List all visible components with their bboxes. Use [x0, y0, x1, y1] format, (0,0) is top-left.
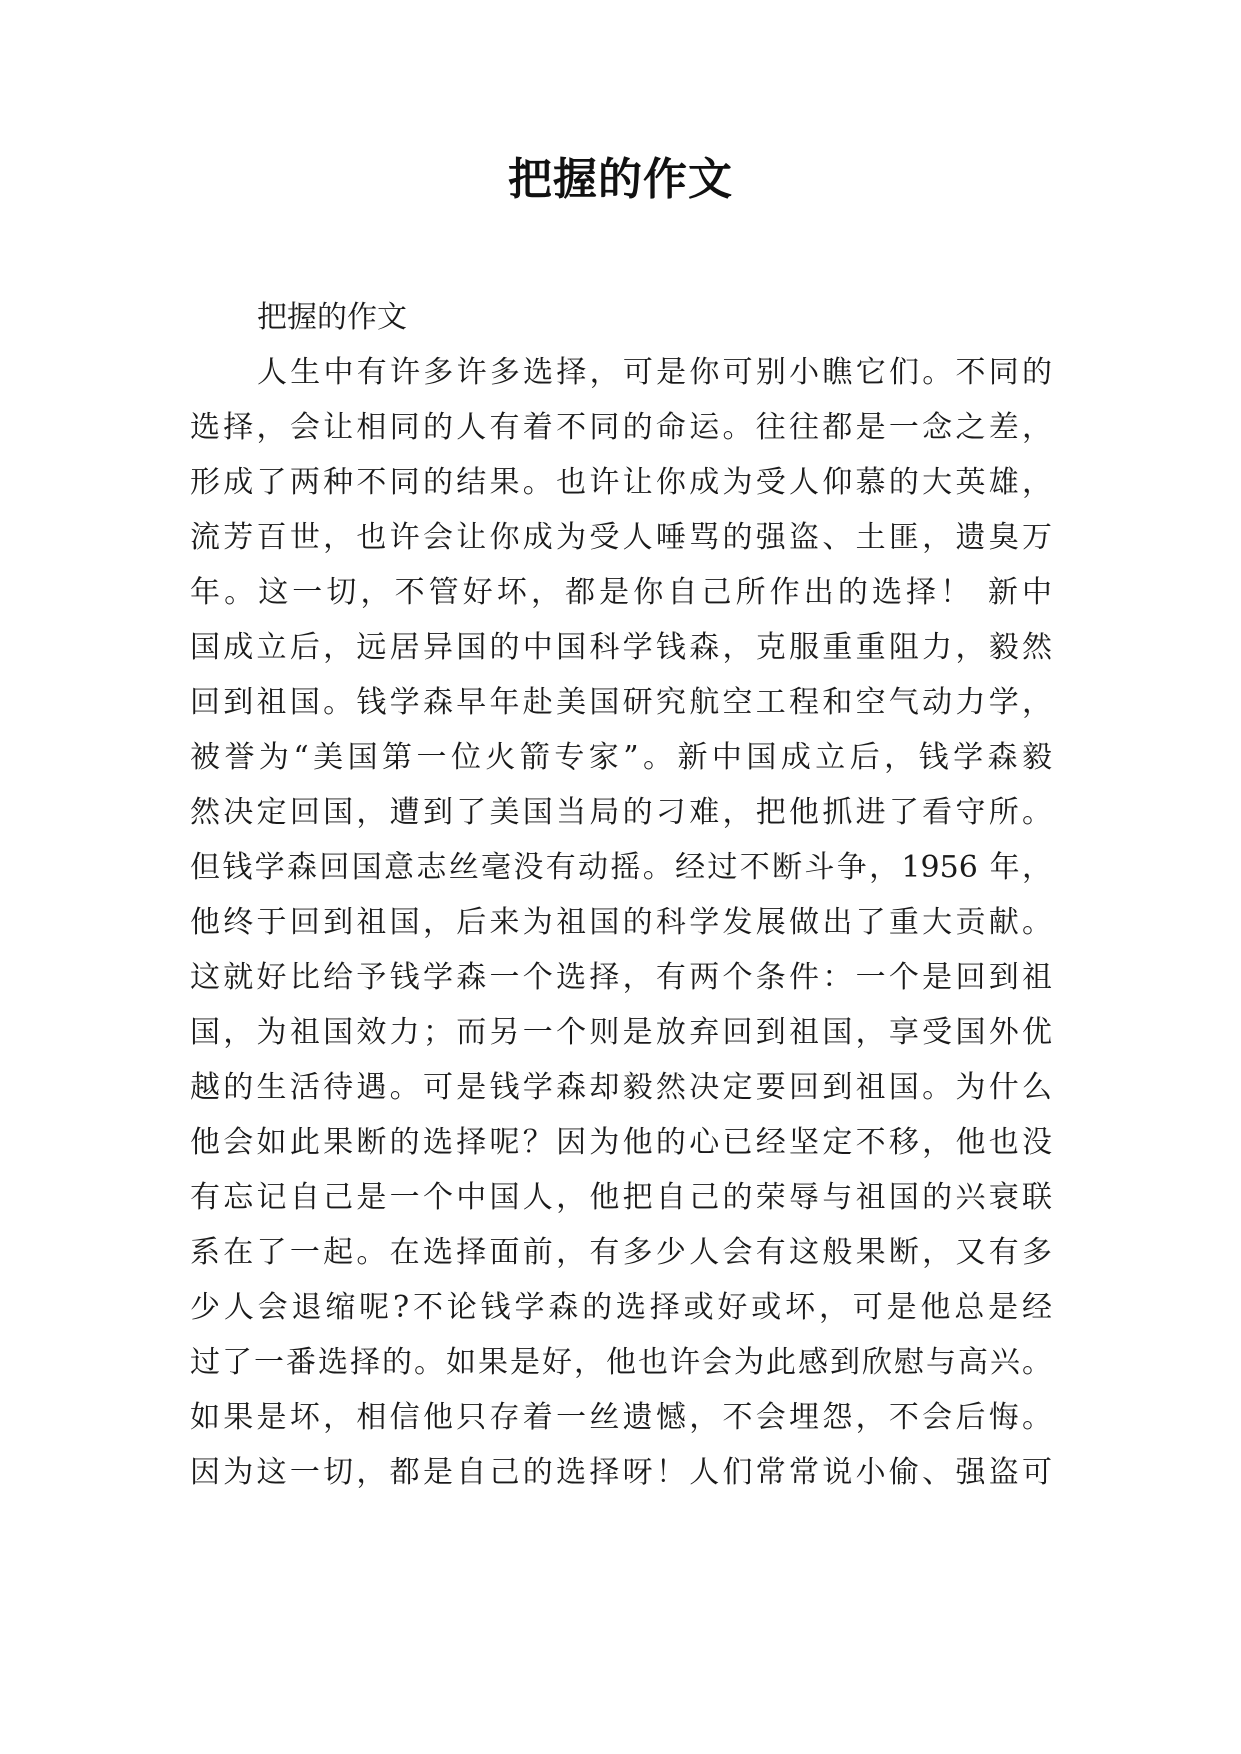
text-line: 系在了一起。在选择面前，有多少人会有这般果断，又有多	[190, 1235, 1052, 1270]
text-line: 选择，会让相同的人有着不同的命运。往往都是一念之差，	[190, 410, 1052, 445]
document-title: 把握的作文	[508, 154, 733, 205]
text-line: 少人会退缩呢?不论钱学森的选择或好或坏，可是他总是经	[190, 1290, 1052, 1325]
text-line: 形成了两种不同的结果。也许让你成为受人仰慕的大英雄，	[190, 465, 1052, 500]
text-line: 过了一番选择的。如果是好，他也许会为此感到欣慰与高兴。	[190, 1345, 1052, 1380]
text-line: 他终于回到祖国，后来为祖国的科学发展做出了重大贡献。	[190, 905, 1052, 940]
text-line: 被誉为“美国第一位火箭专家”。新中国成立后，钱学森毅	[190, 740, 1052, 775]
text-line: 流芳百世，也许会让你成为受人唾骂的强盗、土匪，遗臭万	[190, 520, 1052, 555]
text-line: 国成立后，远居异国的中国科学钱森，克服重重阻力，毅然	[190, 630, 1052, 665]
text-line: 但钱学森回国意志丝毫没有动摇。经过不断斗争，1956 年，	[190, 850, 1052, 885]
text-line: 然决定回国，遭到了美国当局的刁难，把他抓进了看守所。	[190, 795, 1052, 830]
text-line: 越的生活待遇。可是钱学森却毅然决定要回到祖国。为什么	[190, 1070, 1052, 1105]
text-line: 回到祖国。钱学森早年赴美国研究航空工程和空气动力学，	[190, 685, 1052, 720]
text-line: 有忘记自己是一个中国人，他把自己的荣辱与祖国的兴衰联	[190, 1180, 1052, 1215]
text-line: 因为这一切，都是自己的选择呀！人们常常说小偷、强盗可	[190, 1455, 1052, 1490]
text-line: 人生中有许多许多选择，可是你可别小瞧它们。不同的	[257, 355, 1052, 390]
text-line: 这就好比给予钱学森一个选择，有两个条件：一个是回到祖	[190, 960, 1052, 995]
text-line: 他会如此果断的选择呢？因为他的心已经坚定不移，他也没	[190, 1125, 1052, 1160]
text-line: 国，为祖国效力；而另一个则是放弃回到祖国，享受国外优	[190, 1015, 1052, 1050]
text-line: 如果是坏，相信他只存着一丝遗憾，不会埋怨，不会后悔。	[190, 1400, 1052, 1435]
document-body	[190, 290, 1052, 1500]
paragraph-heading: 把握的作文	[257, 300, 407, 335]
text-line: 年。这一切，不管好坏，都是你自己所作出的选择！ 新中	[190, 575, 1052, 610]
